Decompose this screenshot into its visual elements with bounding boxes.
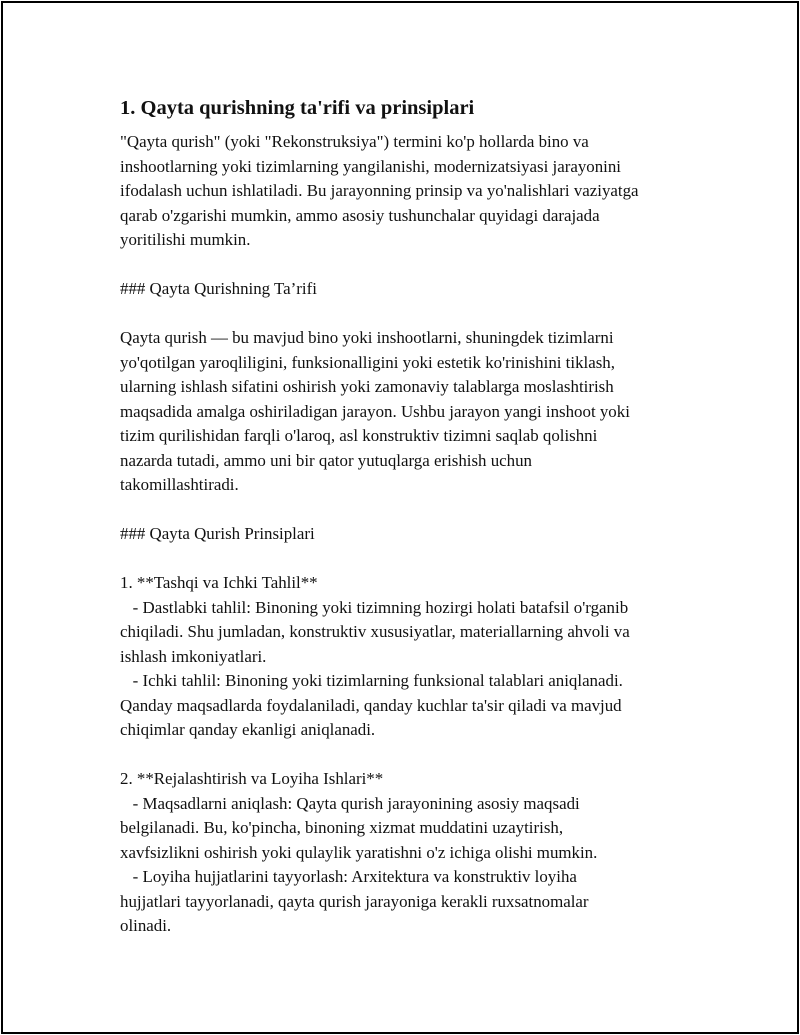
intro-paragraph: "Qayta qurish" (yoki "Rekonstruksiya") termini ko'p hollarda bino va inshootlarning yoki tizimlarning yangilanishi, modernizatsiyasi jarayonini ifodalash uchun ishlatiladi. Bu jarayonning prinsip va yo'nalishlari vaziyatga qarab o'zgarishi mumkin, ammo asosiy tushunchalar quyidagi darajada yoritilishi mumkin. [120, 132, 639, 249]
principle-1-title: 1. **Tashqi va Ichki Tahlil** [120, 573, 318, 592]
spacer [120, 498, 710, 523]
principle-2-item-2: - Loyiha hujjatlarini tayyorlash: Arxitektura va konstruktiv loyiha hujjatlari tayyorlanadi, qayta qurish jarayoniga kerakli ruxsatnomalar olinadi. [120, 867, 589, 935]
principles-heading: ### Qayta Qurish Prinsiplari [120, 524, 315, 543]
principle-1-item-1: - Dastlabki tahlil: Binoning yoki tizimning hozirgi holati batafsil o'rganib chiqiladi. Shu jumladan, konstruktiv xususiyatlar, materiallarning ahvoli va ishlash imkoniyatlari. [120, 597, 630, 666]
spacer [120, 302, 710, 327]
document-heading: 1. Qayta qurishning ta'rifi va prinsiplari [120, 97, 475, 119]
definition-paragraph: Qayta qurish — bu mavjud bino yoki inshootlarni, shuningdek tizimlarni yo'qotilgan yaroqliligini, funksionalligini yoki estetik ko'rinishini tiklash, ularning ishlash sifatini oshirish yoki zamonaviy talablarga moslashtirish maqsadida amalga oshiriladigan jarayon. Ushbu jarayon yangi inshoot yoki tizim qurilishidan farqli o'laroq, asl konstruktiv tizimni saqlab qolishni nazarda tutadi, ammo uni bir qator yutuqlarga erishish uchun takomillashtiradi. [120, 328, 630, 494]
page-frame [1, 1, 799, 1034]
principle-2-title: 2. **Rejalashtirish va Loyiha Ishlari** [120, 769, 384, 788]
definition-heading: ### Qayta Qurishning Ta’rifi [120, 279, 317, 298]
document-body [120, 95, 710, 939]
spacer [120, 547, 710, 572]
spacer [120, 743, 710, 768]
principle-2-item-1: - Maqsadlarni aniqlash: Qayta qurish jarayonining asosiy maqsadi belgilanadi. Bu, ko'pincha, binoning xizmat muddatini uzaytirish, xavfsizlikni oshirish yoki qulaylik yaratishni o'z ichiga olishi mumkin. [120, 793, 598, 862]
principle-1-item-2: - Ichki tahlil: Binoning yoki tizimlarning funksional talablari aniqlanadi. Qanday maqsadlarda foydalaniladi, qanday kuchlar ta'sir qiladi va mavjud chiqimlar qanday ekanligi aniqlanadi. [120, 671, 623, 739]
spacer [120, 253, 710, 278]
